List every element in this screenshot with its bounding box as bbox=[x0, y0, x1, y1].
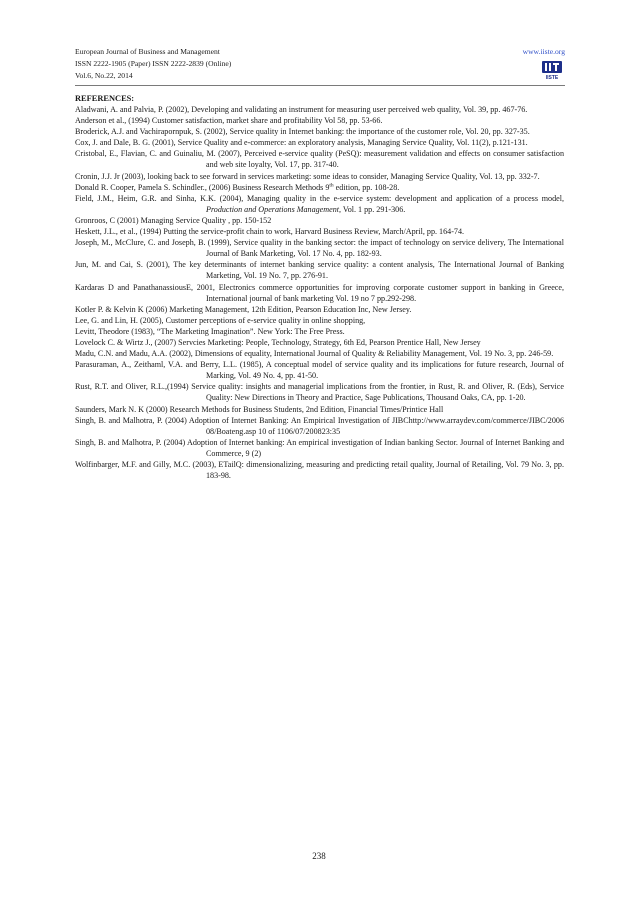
reference-text: edition, pp. 108-28. bbox=[333, 182, 400, 192]
journal-name: European Journal of Business and Management bbox=[75, 47, 220, 56]
reference-item bbox=[75, 182, 564, 193]
reference-item: Lovelock C. & Wirtz J., (2007) Servcies Marketing: People, Technology, Strategy, 6th Ed, Pearson Prentice Hall, New Jersey bbox=[75, 337, 481, 347]
reference-item: Singh, B. and Malhotra, P. (2004) Adoption of Internet banking: An empirical investigation of Indian banking Sector. Journal of Internet Banking and Commerce, 9 (2) bbox=[75, 437, 564, 458]
references-heading: REFERENCES: bbox=[75, 94, 135, 103]
journal-issn: ISSN 2222-1905 (Paper) ISSN 2222-2839 (Online) bbox=[75, 59, 232, 68]
reference-journal-title: Production and Operations Management bbox=[206, 204, 340, 214]
reference-text: , Vol. 1 pp. 291-306. bbox=[339, 204, 406, 214]
svg-text:IISTE: IISTE bbox=[545, 75, 559, 80]
reference-item bbox=[75, 193, 564, 215]
journal-url-link[interactable]: www.iiste.org bbox=[522, 47, 565, 56]
reference-item: Gronroos, C (2001) Managing Service Quality , pp. 150-152 bbox=[75, 215, 272, 225]
reference-item: Saunders, Mark N. K (2000) Research Methods for Business Students, 2nd Edition, Financial Times/Printice Hall bbox=[75, 404, 444, 414]
journal-volume: Vol.6, No.22, 2014 bbox=[75, 71, 133, 80]
reference-item: Cristobal, E., Flavian, C. and Guinaliu, M. (2007), Perceived e-service quality (PeSQ): measurement validation and effects on consumer satisfaction and web site loyalty, Vol. 17, pp. 317-40. bbox=[75, 149, 564, 170]
reference-item: Parasuraman, A., Zeithaml, V.A. and Berry, L.L. (1985), A conceptual model of service quality and its implications for future research, Journal of Marking, Vol. 49 No. 4, pp. 41-50. bbox=[75, 360, 564, 381]
header-divider bbox=[75, 85, 565, 86]
reference-item: Madu, C.N. and Madu, A.A. (2002), Dimensions of equality, International Journal of Quality & Reliability Management, Vol. 19 No. 3, pp. 246-59. bbox=[75, 349, 554, 359]
reference-item: Broderick, A.J. and Vachirapornpuk, S. (2002), Service quality in Internet banking: the importance of the customer role, Vol. 20, pp. 327-35. bbox=[75, 127, 530, 137]
reference-item: Kardaras D and PanathanassiousE, 2001, Electronics commerce opportunities for improving corporate customer support in banking in Greece, International journal of bank marketing Vol. 19 no 7 pp.292-298. bbox=[75, 282, 564, 303]
reference-text: Donald R. Cooper, Pamela S. Schindler., (2006) Business Research Methods 9 bbox=[75, 182, 330, 192]
reference-item: Heskett, J.L., et al., (1994) Putting the service-profit chain to work, Harvard Business Review, March/April, pp. 164-74. bbox=[75, 227, 465, 237]
reference-item: Kotler P. & Kelvin K (2006) Marketing Management, 12th Edition, Pearson Education Inc, New Jersey. bbox=[75, 304, 412, 314]
reference-item: Lee, G. and Lin, H. (2005), Customer perceptions of e-service quality in online shopping, bbox=[75, 315, 366, 325]
reference-item: Anderson et al., (1994) Customer satisfaction, market share and profitability Vol 58, pp. 53-66. bbox=[75, 116, 383, 126]
reference-item: Cronin, J.J. Jr (2003), looking back to see forward in services marketing: some ideas to consider, Managing Service Quality, Vol. 13, pp. 332-7. bbox=[75, 171, 540, 181]
references-list bbox=[75, 104, 564, 481]
reference-item: Joseph, M., McClure, C. and Joseph, B. (1999), Service quality in the banking sector: the impact of technology on service delivery, The International Journal of Bank Marketing, Vol. 17 No. 4, pp. 182-93. bbox=[75, 238, 564, 259]
reference-item: Wolfinbarger, M.F. and Gilly, M.C. (2003), ETailQ: dimensionalizing, measuring and predicting retail quality, Journal of Retailing, Vol. 79 No. 3, pp. 183-98. bbox=[75, 460, 564, 481]
reference-item: Cox, J. and Dale, B. G. (2001), Service Quality and e-commerce: an exploratory analysis, Managing Service Quality, Vol. 11(2), p.121-131. bbox=[75, 138, 528, 148]
journal-header bbox=[75, 46, 565, 82]
reference-superscript: th bbox=[329, 181, 334, 188]
reference-item: Aladwani, A. and Palvia, P. (2002), Developing and validating an instrument for measuring user perceived web quality, Vol. 39, pp. 467-76. bbox=[75, 105, 528, 114]
reference-text: Field, J.M., Heim, G.R. and Sinha, K.K. (2004), Managing quality in the e-service system: development and application of a process model, bbox=[75, 193, 564, 203]
iiste-logo bbox=[541, 60, 563, 80]
reference-item: Jun, M. and Cai, S. (2001), The key determinants of internet banking service quality: a content analysis, The International Journal of Banking Marketing, Vol. 19 No. 7, pp. 276-91. bbox=[75, 260, 564, 281]
reference-item: Levitt, Theodore (1983), “The Marketing Imagination”. New York: The Free Press. bbox=[75, 326, 345, 336]
page-number: 238 bbox=[312, 851, 326, 861]
reference-item: Singh, B. and Malhotra, P. (2004) Adoption of Internet Banking: An Empirical Investigation of JIBChttp://www.arraydev.com/commerce/JIBC/2006 08/Boateng.asp 10 of 1106/07/200823:35 bbox=[75, 415, 564, 436]
reference-item: Rust, R.T. and Oliver, R.L.,(1994) Service quality: insights and managerial implications from the frontier, in Rust, R. and Oliver, R. (Eds), Service Quality: New Directions in Theory and Practice, Sage Publications, Thousand Oaks, CA, pp. 1-20. bbox=[75, 382, 564, 403]
